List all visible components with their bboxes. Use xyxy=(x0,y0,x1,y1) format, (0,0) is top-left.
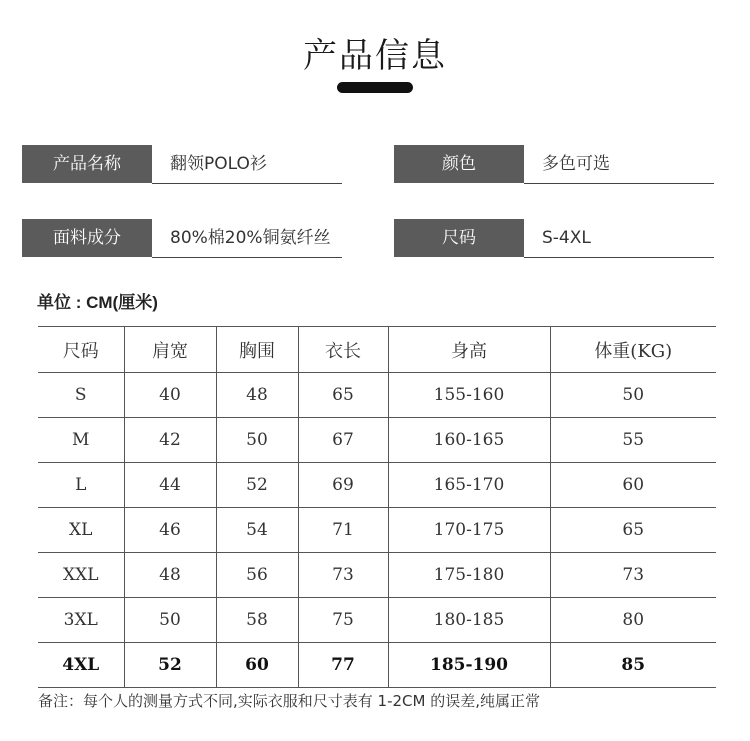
cell: 60 xyxy=(550,463,716,508)
info-value: S-4XL xyxy=(524,219,714,258)
cell: M xyxy=(38,418,124,463)
info-value: 多色可选 xyxy=(524,145,714,184)
cell: 52 xyxy=(216,463,298,508)
cell: 44 xyxy=(124,463,216,508)
info-label: 颜色 xyxy=(394,145,524,183)
header-length: 衣长 xyxy=(298,327,388,373)
table-row xyxy=(38,643,716,688)
cell: 3XL xyxy=(38,598,124,643)
footnote: 备注：每个人的测量方式不同,实际衣服和尺寸表有 1-2CM 的误差,纯属正常 xyxy=(38,692,540,710)
cell: 71 xyxy=(298,508,388,553)
cell: 65 xyxy=(298,373,388,418)
cell: 67 xyxy=(298,418,388,463)
table-row xyxy=(38,418,716,463)
cell: 48 xyxy=(124,553,216,598)
info-color xyxy=(394,145,714,185)
unit-value: : CM(厘米) xyxy=(75,293,158,312)
cell: 50 xyxy=(550,373,716,418)
cell: 42 xyxy=(124,418,216,463)
table-row xyxy=(38,373,716,418)
info-value: 80%棉20%铜氨纤丝 xyxy=(152,219,342,258)
cell: 75 xyxy=(298,598,388,643)
cell: 77 xyxy=(298,643,388,688)
cell: 54 xyxy=(216,508,298,553)
cell: 85 xyxy=(550,643,716,688)
cell: 69 xyxy=(298,463,388,508)
header-shoulder: 肩宽 xyxy=(124,327,216,373)
info-label: 面料成分 xyxy=(22,219,152,257)
header-height: 身高 xyxy=(388,327,550,373)
info-fabric xyxy=(22,219,342,259)
cell: 165-170 xyxy=(388,463,550,508)
table-row xyxy=(38,508,716,553)
cell: 52 xyxy=(124,643,216,688)
cell: XL xyxy=(38,508,124,553)
cell: 40 xyxy=(124,373,216,418)
cell: 185-190 xyxy=(388,643,550,688)
size-table xyxy=(38,326,716,688)
cell: 46 xyxy=(124,508,216,553)
cell: 170-175 xyxy=(388,508,550,553)
cell: 50 xyxy=(124,598,216,643)
cell: 56 xyxy=(216,553,298,598)
cell: 175-180 xyxy=(388,553,550,598)
header-chest: 胸围 xyxy=(216,327,298,373)
page-title: 产品信息 xyxy=(303,36,447,76)
table-header-row xyxy=(38,327,716,373)
table-row xyxy=(38,463,716,508)
cell: 73 xyxy=(550,553,716,598)
info-label: 产品名称 xyxy=(22,145,152,183)
cell: 48 xyxy=(216,373,298,418)
header-weight: 体重(KG) xyxy=(550,327,716,373)
cell: 4XL xyxy=(38,643,124,688)
info-value: 翻领POLO衫 xyxy=(152,145,342,184)
cell: L xyxy=(38,463,124,508)
unit-prefix: 单位 xyxy=(37,293,76,312)
cell: XXL xyxy=(38,553,124,598)
cell: 50 xyxy=(216,418,298,463)
cell: 155-160 xyxy=(388,373,550,418)
cell: 160-165 xyxy=(388,418,550,463)
cell: 55 xyxy=(550,418,716,463)
cell: 58 xyxy=(216,598,298,643)
title-underline xyxy=(337,82,413,93)
cell: 65 xyxy=(550,508,716,553)
cell: 80 xyxy=(550,598,716,643)
cell: 180-185 xyxy=(388,598,550,643)
info-size-range xyxy=(394,219,714,259)
cell: 60 xyxy=(216,643,298,688)
cell: S xyxy=(38,373,124,418)
cell: 73 xyxy=(298,553,388,598)
info-product-name xyxy=(22,145,342,185)
info-label: 尺码 xyxy=(394,219,524,257)
header-size: 尺码 xyxy=(38,327,124,373)
unit-label xyxy=(37,288,158,313)
table-row xyxy=(38,598,716,643)
table-row xyxy=(38,553,716,598)
